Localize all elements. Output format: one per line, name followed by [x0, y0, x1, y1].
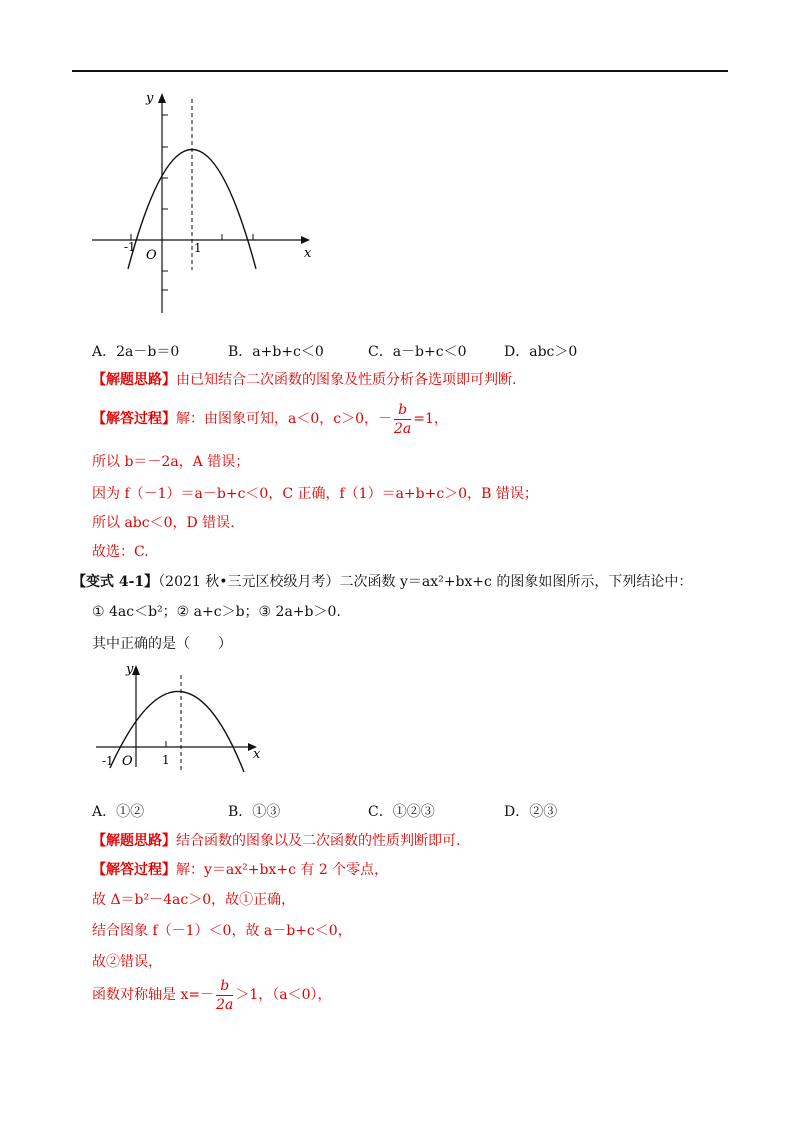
option-c-2: C．①②③ — [368, 804, 435, 820]
proc-pre-1: 解：由图象可知，a＜0，c＞0，－ — [176, 411, 393, 427]
frac-den-1: 2a — [394, 420, 412, 437]
graph2-neg1-label: -1 — [102, 754, 114, 768]
solution-line-1: 所以 b＝－2a，A 错误； — [92, 454, 250, 470]
frac-num-2: b — [216, 977, 233, 996]
graph2-one-label: 1 — [162, 753, 170, 767]
question-2-text: （2021 秋•三元区校级月考）二次函数 y＝ax²+bx+c 的图象如图所示，下列结论中： — [158, 574, 693, 590]
solution-line-3: 所以 abc＜0，D 错误. — [92, 515, 235, 531]
solution-process-1 — [92, 400, 448, 438]
proc-text-2: 解：y＝ax²+bx+c 有 2 个零点， — [176, 862, 389, 878]
header-rule — [72, 70, 728, 72]
question-2-ask: 其中正确的是（ ） — [92, 636, 232, 652]
solution-idea-2 — [92, 831, 460, 851]
solution2-line-4 — [92, 976, 332, 1014]
graph1-origin-label: O — [146, 248, 157, 263]
graph2-y-label: y — [126, 662, 134, 677]
option-c-1: C．a－b+c＜0 — [368, 344, 467, 360]
frac-num-1: b — [394, 401, 411, 420]
question-2-stem — [72, 572, 692, 592]
fraction-b-over-2a-1 — [394, 401, 411, 438]
idea-text-1: 由已知结合二次函数的图象及性质分析各选项即可判断. — [176, 372, 517, 388]
frac-den-2: 2a — [216, 996, 234, 1013]
graph1-one-label: 1 — [194, 241, 202, 255]
solution-line-2: 因为 f（－1）＝a－b+c＜0，C 正确，f（1）＝a+b+c＞0，B 错误； — [92, 486, 538, 502]
option-d-2: D．②③ — [504, 804, 558, 820]
graph1-y-label: y — [146, 91, 154, 106]
axis-pre-2: 函数对称轴是 x=－ — [92, 987, 215, 1003]
solution-process-2 — [92, 860, 388, 880]
option-a-1: A．2a－b＝0 — [92, 344, 180, 360]
idea-tag-1: 【解题思路】 — [92, 372, 176, 388]
option-b-2: B．①③ — [228, 804, 281, 820]
option-d-1: D．abc＞0 — [504, 344, 578, 360]
graph1-neg1-label: -1 — [124, 240, 136, 254]
idea-tag-2: 【解题思路】 — [92, 833, 176, 849]
proc-tag-1: 【解答过程】 — [92, 411, 176, 427]
option-a-2: A．①② — [92, 804, 145, 820]
parabola-graph-1 — [80, 85, 320, 325]
solution-line-4: 故选：C. — [92, 544, 149, 560]
axis-post-2: ＞1，（a＜0）， — [235, 987, 332, 1003]
parabola-graph-2 — [90, 655, 280, 785]
question-2-conditions: ① 4ac＜b²；② a+c＞b；③ 2a+b＞0. — [92, 604, 341, 620]
solution2-line-1: 故 Δ＝b²－4ac＞0，故①正确， — [92, 892, 296, 908]
idea-text-2: 结合函数的图象以及二次函数的性质判断即可. — [176, 833, 461, 849]
graph2-x-label: x — [253, 747, 261, 762]
graph1-x-label: x — [304, 246, 312, 261]
solution-idea-1 — [92, 370, 516, 390]
solution2-line-2: 结合图象 f（－1）＜0，故 a－b+c＜0， — [92, 923, 352, 939]
proc-tag-2: 【解答过程】 — [92, 862, 176, 878]
variant-tag: 【变式 4-1】 — [72, 574, 159, 590]
graph2-origin-label: O — [122, 754, 133, 769]
option-b-1: B．a+b+c＜0 — [228, 344, 324, 360]
fraction-b-over-2a-2 — [216, 977, 233, 1014]
solution2-line-3: 故②错误， — [92, 954, 162, 970]
proc-post-1: =1， — [413, 411, 448, 427]
